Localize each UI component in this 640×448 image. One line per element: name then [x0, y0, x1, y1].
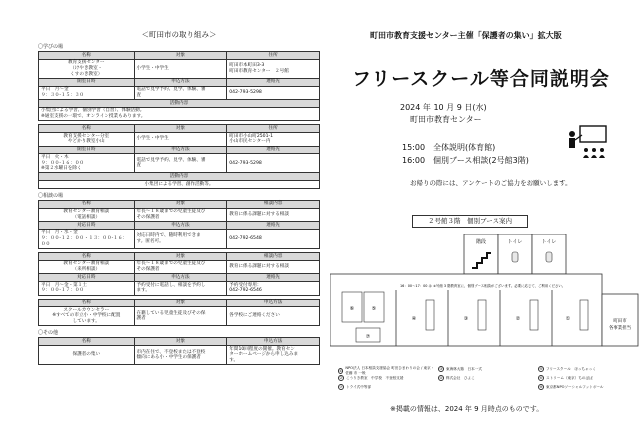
booth-3-table: [478, 300, 486, 330]
booth-1-label: ①: [565, 316, 571, 322]
col-header: 対象: [134, 253, 227, 261]
service-time: 平日 月～金・第１土 ９：００-１７：００: [39, 282, 135, 295]
other-group-label: 〇その他: [38, 330, 59, 337]
col-header: 名称: [39, 125, 135, 133]
booth-3-label: ③: [463, 316, 469, 322]
legend-text: フリースクール ほっちゃっく: [546, 366, 596, 371]
booth-2-table: [530, 300, 538, 330]
col-header: 申込方法: [227, 299, 320, 307]
consult-table-2: [38, 252, 320, 295]
organizer-line: 町田市教育支援センター主催「保護者の集い」拡大版: [370, 31, 562, 40]
col-header: 名称: [39, 299, 135, 307]
legend-item: [438, 375, 536, 381]
facility-name: 教育支援センター （けやき教室・ くすのき教室）: [39, 59, 135, 78]
contact: 042-793-5298: [227, 86, 320, 99]
col-header: 申込方法: [134, 274, 227, 282]
legend-text: 東海林大塾 日本一式: [446, 366, 482, 371]
service-time: 平日 月・水・金 ９：００-１２：００・１３：００-１６：００: [39, 229, 135, 248]
other-content: 年間10回程度の開催。教育セン ターホームページから申し込みま す。: [227, 346, 320, 365]
consult-table-3: [38, 299, 320, 327]
col-header: 対象: [134, 52, 227, 60]
col-header: 開室日時: [39, 146, 135, 154]
col-header: 連絡先: [227, 222, 320, 230]
col-header: 名称: [39, 200, 135, 208]
service-apply: 対応日時内で、随時利用できま す。匿名可。: [134, 229, 227, 248]
presenter-icon: [566, 125, 608, 159]
study-group-label: 〇学びの場: [38, 44, 64, 50]
col-header: 活動内容: [39, 173, 320, 181]
service-name: スクールカウンセラー ※すべての市立小・中学校に配置 しています。: [39, 307, 135, 326]
consult-group-label: 〇相談の場: [38, 192, 64, 199]
col-header: 申込方法: [134, 78, 227, 86]
activity: 小集団による学習、個別学習（自習）、体験活動。 ※通室支援の一環で、オンライン授業もあります。: [39, 107, 320, 120]
legend-item: [538, 375, 638, 381]
study-table-1: [38, 51, 320, 121]
legend-num: ⑥: [539, 376, 543, 380]
col-header: 対応日時: [39, 222, 135, 230]
col-header: 名称: [39, 253, 135, 261]
legend-item: [438, 366, 536, 372]
service-contact: 042-792-6548: [227, 229, 320, 248]
legend-text: こうりき教室 中学校 不登校支援: [346, 375, 404, 380]
study-table-2: [38, 124, 320, 189]
open-time: 平日 月～金 ９：３０-１５：３０: [39, 86, 135, 99]
col-header: 相談内容: [227, 253, 320, 261]
legend-num: ②: [339, 376, 343, 380]
service-target: 在籍している児童生徒及びその保 護者: [134, 307, 227, 326]
legend-num: ④: [439, 376, 443, 380]
office-label-2: 各事業担当: [609, 326, 631, 331]
toilet-icon: [512, 252, 518, 262]
other-target: 市内在住で、不登校または不登校 傾向にある小・中学生の保護者: [134, 346, 227, 365]
floor-map: [330, 234, 640, 358]
service-contact: 予約受付専用： 042-792-6546: [227, 282, 320, 295]
booth-1-table: [580, 300, 588, 330]
legend-text: 東京都NPOソーシャルフットボール: [546, 384, 604, 389]
col-header: 対象: [134, 338, 227, 346]
right-column: [330, 0, 640, 448]
col-header: 申込方法: [134, 222, 227, 230]
legend-text: 株式会社 ひよこ: [446, 375, 475, 380]
open-time: 平日 火・木 ９：００-１６：００ ※第２水曜日を除く: [39, 154, 135, 173]
legend-num: ③: [439, 367, 443, 371]
col-header: 対象: [134, 299, 227, 307]
col-header: 名称: [39, 52, 135, 60]
col-header: 開室日時: [39, 78, 135, 86]
legend-text: トライ式中等部: [346, 384, 372, 389]
facility-target: 小学生・中学生: [134, 133, 227, 146]
survey-note: お帰りの際には、アンケートのご協力をお願いします。: [410, 179, 572, 187]
col-header: 対象: [134, 125, 227, 133]
col-header: 連絡先: [227, 146, 320, 154]
other-table: [38, 337, 320, 365]
legend-num: ①: [339, 369, 343, 373]
service-content: 教育に係る課題に対する相談: [227, 208, 320, 221]
legend-num: ⑦: [339, 385, 343, 389]
facility-address: 町田市本町田3-3 町田市教育センター ２号館: [227, 59, 320, 78]
col-header: 連絡先: [227, 274, 320, 282]
legend-text: ストリーム（東京）ちのばば: [546, 375, 593, 380]
other-name: 保護者の集い: [39, 346, 135, 365]
legend-text: NPO法人 日本相談支援協会 町田ひまわりの会 / 東京・佐藤 市 一般: [345, 366, 435, 375]
col-header: 申込方法: [227, 338, 320, 346]
booth-4-table: [426, 300, 434, 330]
schedule-item-2: 16:00 個別ブース相談(2号館3階): [402, 156, 529, 165]
legend-num: ⑤: [539, 367, 543, 371]
office-label-1: 町田市: [613, 319, 627, 324]
col-header: 連絡先: [227, 78, 320, 86]
facility-name: 教育支援センター分室 やどかり教室小山: [39, 133, 135, 146]
schedule-item-1: 15:00 全体説明(体育館): [402, 143, 496, 152]
toilet-label-1: トイレ: [507, 239, 523, 245]
event-venue: 町田市教育センター: [410, 115, 482, 124]
service-target: 年長～１８歳までの児童生徒及び その保護者: [134, 260, 227, 273]
apply-method: 電話で見学予約、見学、体験、審 査: [134, 86, 227, 99]
booth-2-label: ②: [515, 316, 521, 322]
service-target: 年長～１８歳までの児童生徒及び その保護者: [134, 208, 227, 221]
event-title: フリースクール等合同説明会: [352, 68, 610, 90]
legend-item: [338, 375, 436, 381]
legend-item: [338, 384, 436, 390]
service-content: 教育に係る課題に対する相談: [227, 260, 320, 273]
consult-table-1: [38, 200, 320, 249]
facility-target: 小学生・中学生: [134, 59, 227, 78]
service-name: 教育センター教育相談 （電話相談）: [39, 208, 135, 221]
toilet-icon: [546, 252, 552, 262]
legend-item: [538, 384, 638, 390]
info-date-note: ※掲載の情報は、2024 年 9 月時点のものです。: [390, 405, 544, 413]
booth-5-label: ⑤: [371, 306, 377, 312]
service-content: 各学校にご連絡ください: [227, 307, 320, 326]
service-name: 教育センター教育相談 （来所相談）: [39, 260, 135, 273]
booth-7-label: ⑦: [365, 334, 371, 340]
col-header: 活動内容: [39, 100, 320, 108]
left-column: [38, 29, 320, 368]
facility-address: 町田市小山町2501-1 小山市民センター内: [227, 133, 320, 146]
activity: 小集団による学習、創作活動等。: [39, 181, 320, 189]
apply-method: 電話で見学予約、見学、体験、審 査: [134, 154, 227, 173]
col-header: 申込方法: [134, 146, 227, 154]
event-date: 2024 年 10 月 9 日(水): [400, 103, 487, 112]
section-heading: ＜町田市の取り組み＞: [141, 30, 217, 39]
booth-4-label: ④: [411, 316, 417, 322]
col-header: 対応日時: [39, 274, 135, 282]
legend-item: [538, 366, 638, 372]
col-header: 対象: [134, 200, 227, 208]
corridor-note: 16：00～17：00 は ②号館 3 階教育室に、個別ブース相談がございます。必要に応じて、ご利用ください。: [400, 284, 566, 288]
legend-num: ⑧: [539, 385, 543, 389]
floor-guide-label: ２号館３階 個別ブース案内: [412, 215, 528, 228]
stairs-label: 階段: [475, 239, 487, 245]
booth-6-label: ⑥: [349, 306, 355, 312]
col-header: 住所: [227, 125, 320, 133]
service-apply: 予約受付に電話し、相談を予約し ます。: [134, 282, 227, 295]
contact: 042-793-5298: [227, 154, 320, 173]
col-header: 相談内容: [227, 200, 320, 208]
toilet-label-2: トイレ: [541, 239, 557, 245]
col-header: 名称: [39, 338, 135, 346]
col-header: 住所: [227, 52, 320, 60]
